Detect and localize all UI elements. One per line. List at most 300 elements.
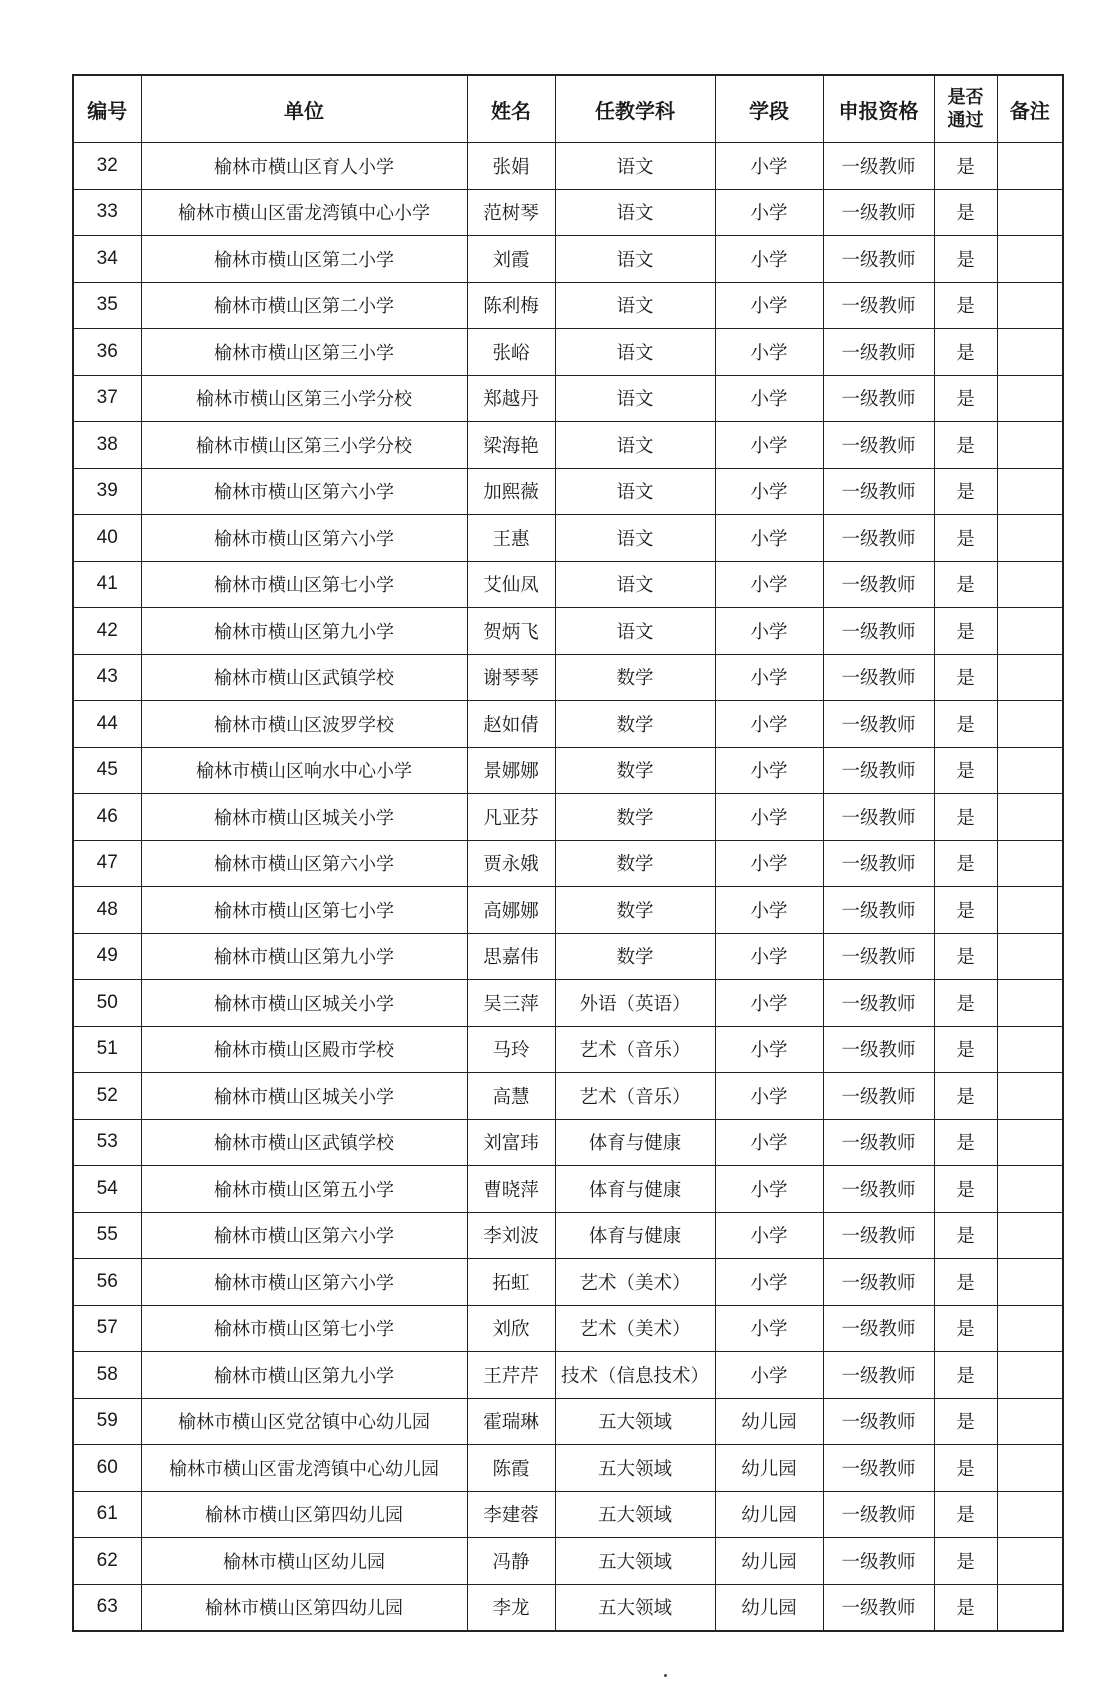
cell-stage: 小学 <box>715 1119 823 1166</box>
cell-pass: 是 <box>934 375 997 422</box>
cell-remark <box>997 1445 1063 1492</box>
cell-num: 54 <box>73 1166 141 1213</box>
col-header-pass <box>934 75 997 143</box>
cell-num: 55 <box>73 1212 141 1259</box>
cell-num: 38 <box>73 422 141 469</box>
cell-unit: 榆林市横山区第四幼儿园 <box>141 1491 467 1538</box>
cell-stage: 小学 <box>715 1166 823 1213</box>
cell-unit: 榆林市横山区第七小学 <box>141 887 467 934</box>
cell-remark <box>997 143 1063 190</box>
cell-subject: 五大领域 <box>555 1491 715 1538</box>
cell-unit: 榆林市横山区第九小学 <box>141 1352 467 1399</box>
cell-pass: 是 <box>934 189 997 236</box>
cell-remark <box>997 1305 1063 1352</box>
table-row <box>73 1212 1063 1259</box>
cell-name: 陈利梅 <box>467 282 555 329</box>
cell-remark <box>997 1026 1063 1073</box>
cell-remark <box>997 1538 1063 1585</box>
cell-num: 37 <box>73 375 141 422</box>
cell-remark <box>997 747 1063 794</box>
table-row <box>73 282 1063 329</box>
cell-name: 赵如倩 <box>467 701 555 748</box>
cell-stage: 幼儿园 <box>715 1398 823 1445</box>
cell-pass: 是 <box>934 468 997 515</box>
cell-num: 33 <box>73 189 141 236</box>
cell-qualification: 一级教师 <box>823 561 934 608</box>
cell-unit: 榆林市横山区第七小学 <box>141 1305 467 1352</box>
cell-subject: 艺术（音乐） <box>555 1073 715 1120</box>
cell-pass: 是 <box>934 1538 997 1585</box>
cell-num: 59 <box>73 1398 141 1445</box>
cell-name: 陈霞 <box>467 1445 555 1492</box>
cell-qualification: 一级教师 <box>823 236 934 283</box>
cell-subject: 语文 <box>555 329 715 376</box>
cell-unit: 榆林市横山区殿市学校 <box>141 1026 467 1073</box>
cell-num: 60 <box>73 1445 141 1492</box>
cell-stage: 小学 <box>715 282 823 329</box>
table-row <box>73 561 1063 608</box>
cell-num: 36 <box>73 329 141 376</box>
cell-stage: 小学 <box>715 654 823 701</box>
cell-unit: 榆林市横山区第七小学 <box>141 561 467 608</box>
table-row <box>73 1445 1063 1492</box>
cell-name: 高慧 <box>467 1073 555 1120</box>
cell-qualification: 一级教师 <box>823 422 934 469</box>
cell-qualification: 一级教师 <box>823 1259 934 1306</box>
table-row <box>73 1398 1063 1445</box>
cell-name: 郑越丹 <box>467 375 555 422</box>
cell-remark <box>997 1352 1063 1399</box>
cell-remark <box>997 515 1063 562</box>
cell-stage: 小学 <box>715 236 823 283</box>
cell-pass: 是 <box>934 1584 997 1631</box>
cell-num: 47 <box>73 840 141 887</box>
cell-name: 冯静 <box>467 1538 555 1585</box>
cell-remark <box>997 422 1063 469</box>
table-row <box>73 608 1063 655</box>
cell-stage: 小学 <box>715 468 823 515</box>
cell-pass: 是 <box>934 1166 997 1213</box>
table-row <box>73 422 1063 469</box>
cell-qualification: 一级教师 <box>823 1445 934 1492</box>
cell-stage: 小学 <box>715 143 823 190</box>
scan-speck <box>664 1674 667 1677</box>
cell-subject: 语文 <box>555 282 715 329</box>
cell-pass: 是 <box>934 1119 997 1166</box>
cell-subject: 语文 <box>555 515 715 562</box>
cell-unit: 榆林市横山区武镇学校 <box>141 1119 467 1166</box>
cell-stage: 小学 <box>715 189 823 236</box>
cell-name: 吴三萍 <box>467 980 555 1027</box>
table-row <box>73 329 1063 376</box>
cell-subject: 数学 <box>555 654 715 701</box>
cell-qualification: 一级教师 <box>823 189 934 236</box>
cell-pass: 是 <box>934 933 997 980</box>
cell-qualification: 一级教师 <box>823 1119 934 1166</box>
cell-qualification: 一级教师 <box>823 1398 934 1445</box>
cell-num: 46 <box>73 794 141 841</box>
cell-remark <box>997 794 1063 841</box>
cell-qualification: 一级教师 <box>823 1491 934 1538</box>
col-header-pass-line1: 是否 <box>947 87 984 108</box>
cell-name: 刘霞 <box>467 236 555 283</box>
cell-num: 52 <box>73 1073 141 1120</box>
cell-unit: 榆林市横山区第二小学 <box>141 236 467 283</box>
cell-pass: 是 <box>934 1305 997 1352</box>
cell-qualification: 一级教师 <box>823 1212 934 1259</box>
cell-num: 32 <box>73 143 141 190</box>
cell-name: 景娜娜 <box>467 747 555 794</box>
table-body <box>73 143 1063 1632</box>
cell-unit: 榆林市横山区城关小学 <box>141 1073 467 1120</box>
cell-pass: 是 <box>934 701 997 748</box>
cell-subject: 数学 <box>555 933 715 980</box>
col-header-qualification: 申报资格 <box>823 75 934 143</box>
cell-remark <box>997 840 1063 887</box>
cell-name: 王惠 <box>467 515 555 562</box>
cell-num: 34 <box>73 236 141 283</box>
cell-unit: 榆林市横山区第六小学 <box>141 1212 467 1259</box>
cell-name: 霍瑞琳 <box>467 1398 555 1445</box>
cell-qualification: 一级教师 <box>823 747 934 794</box>
cell-subject: 语文 <box>555 468 715 515</box>
cell-remark <box>997 1584 1063 1631</box>
cell-pass: 是 <box>934 515 997 562</box>
cell-stage: 小学 <box>715 1259 823 1306</box>
cell-remark <box>997 608 1063 655</box>
cell-stage: 小学 <box>715 1212 823 1259</box>
cell-remark <box>997 980 1063 1027</box>
cell-qualification: 一级教师 <box>823 1073 934 1120</box>
cell-remark <box>997 654 1063 701</box>
cell-pass: 是 <box>934 794 997 841</box>
table-row <box>73 1352 1063 1399</box>
col-header-remark: 备注 <box>997 75 1063 143</box>
col-header-pass-line2: 通过 <box>947 110 984 131</box>
cell-qualification: 一级教师 <box>823 1026 934 1073</box>
cell-name: 张娟 <box>467 143 555 190</box>
table-header-row <box>73 75 1063 143</box>
cell-subject: 体育与健康 <box>555 1119 715 1166</box>
cell-remark <box>997 933 1063 980</box>
cell-qualification: 一级教师 <box>823 1352 934 1399</box>
cell-num: 56 <box>73 1259 141 1306</box>
cell-name: 高娜娜 <box>467 887 555 934</box>
cell-stage: 小学 <box>715 1305 823 1352</box>
cell-stage: 小学 <box>715 747 823 794</box>
cell-subject: 语文 <box>555 608 715 655</box>
cell-stage: 小学 <box>715 980 823 1027</box>
cell-name: 加熙薇 <box>467 468 555 515</box>
cell-qualification: 一级教师 <box>823 1166 934 1213</box>
cell-unit: 榆林市横山区武镇学校 <box>141 654 467 701</box>
cell-num: 42 <box>73 608 141 655</box>
cell-pass: 是 <box>934 1445 997 1492</box>
cell-stage: 幼儿园 <box>715 1584 823 1631</box>
cell-stage: 幼儿园 <box>715 1445 823 1492</box>
cell-num: 49 <box>73 933 141 980</box>
cell-subject: 五大领域 <box>555 1538 715 1585</box>
cell-unit: 榆林市横山区第九小学 <box>141 608 467 655</box>
cell-unit: 榆林市横山区第三小学 <box>141 329 467 376</box>
table-row <box>73 887 1063 934</box>
cell-name: 李建蓉 <box>467 1491 555 1538</box>
cell-pass: 是 <box>934 1073 997 1120</box>
cell-name: 张峪 <box>467 329 555 376</box>
cell-num: 44 <box>73 701 141 748</box>
cell-name: 谢琴琴 <box>467 654 555 701</box>
cell-name: 刘欣 <box>467 1305 555 1352</box>
cell-stage: 小学 <box>715 515 823 562</box>
cell-qualification: 一级教师 <box>823 608 934 655</box>
cell-num: 45 <box>73 747 141 794</box>
cell-remark <box>997 701 1063 748</box>
cell-remark <box>997 1166 1063 1213</box>
cell-unit: 榆林市横山区第六小学 <box>141 468 467 515</box>
cell-qualification: 一级教师 <box>823 933 934 980</box>
cell-num: 63 <box>73 1584 141 1631</box>
cell-subject: 语文 <box>555 189 715 236</box>
table-row <box>73 1491 1063 1538</box>
cell-num: 51 <box>73 1026 141 1073</box>
cell-name: 李刘波 <box>467 1212 555 1259</box>
table-row <box>73 375 1063 422</box>
cell-remark <box>997 1073 1063 1120</box>
cell-unit: 榆林市横山区雷龙湾镇中心小学 <box>141 189 467 236</box>
table-row <box>73 933 1063 980</box>
cell-subject: 五大领域 <box>555 1584 715 1631</box>
cell-subject: 数学 <box>555 747 715 794</box>
cell-unit: 榆林市横山区雷龙湾镇中心幼儿园 <box>141 1445 467 1492</box>
cell-subject: 体育与健康 <box>555 1166 715 1213</box>
cell-subject: 艺术（美术） <box>555 1305 715 1352</box>
table-row <box>73 1584 1063 1631</box>
cell-pass: 是 <box>934 236 997 283</box>
cell-pass: 是 <box>934 282 997 329</box>
cell-pass: 是 <box>934 608 997 655</box>
cell-pass: 是 <box>934 887 997 934</box>
cell-qualification: 一级教师 <box>823 1584 934 1631</box>
col-header-subject: 任教学科 <box>555 75 715 143</box>
cell-subject: 数学 <box>555 887 715 934</box>
cell-num: 61 <box>73 1491 141 1538</box>
cell-name: 拓虹 <box>467 1259 555 1306</box>
teacher-roster-table <box>72 74 1064 1632</box>
cell-remark <box>997 1259 1063 1306</box>
cell-num: 48 <box>73 887 141 934</box>
cell-name: 曹晓萍 <box>467 1166 555 1213</box>
cell-pass: 是 <box>934 1212 997 1259</box>
cell-unit: 榆林市横山区第六小学 <box>141 840 467 887</box>
cell-num: 53 <box>73 1119 141 1166</box>
cell-subject: 语文 <box>555 143 715 190</box>
col-header-num: 编号 <box>73 75 141 143</box>
table-row <box>73 701 1063 748</box>
cell-qualification: 一级教师 <box>823 1538 934 1585</box>
cell-pass: 是 <box>934 329 997 376</box>
cell-remark <box>997 189 1063 236</box>
table-row <box>73 1073 1063 1120</box>
cell-unit: 榆林市横山区党岔镇中心幼儿园 <box>141 1398 467 1445</box>
table-row <box>73 1166 1063 1213</box>
cell-unit: 榆林市横山区城关小学 <box>141 980 467 1027</box>
cell-subject: 数学 <box>555 794 715 841</box>
table-row <box>73 1119 1063 1166</box>
cell-name: 艾仙凤 <box>467 561 555 608</box>
cell-name: 刘富玮 <box>467 1119 555 1166</box>
cell-pass: 是 <box>934 1259 997 1306</box>
cell-stage: 小学 <box>715 375 823 422</box>
cell-name: 范树琴 <box>467 189 555 236</box>
cell-qualification: 一级教师 <box>823 1305 934 1352</box>
cell-pass: 是 <box>934 561 997 608</box>
cell-subject: 数学 <box>555 701 715 748</box>
cell-remark <box>997 1119 1063 1166</box>
table-row <box>73 1305 1063 1352</box>
table-row <box>73 468 1063 515</box>
cell-qualification: 一级教师 <box>823 282 934 329</box>
cell-qualification: 一级教师 <box>823 840 934 887</box>
cell-unit: 榆林市横山区第五小学 <box>141 1166 467 1213</box>
cell-qualification: 一级教师 <box>823 468 934 515</box>
cell-unit: 榆林市横山区第六小学 <box>141 1259 467 1306</box>
table-row <box>73 189 1063 236</box>
cell-stage: 小学 <box>715 1352 823 1399</box>
cell-name: 梁海艳 <box>467 422 555 469</box>
cell-pass: 是 <box>934 422 997 469</box>
cell-unit: 榆林市横山区波罗学校 <box>141 701 467 748</box>
cell-remark <box>997 887 1063 934</box>
cell-num: 35 <box>73 282 141 329</box>
cell-qualification: 一级教师 <box>823 515 934 562</box>
cell-name: 思嘉伟 <box>467 933 555 980</box>
cell-pass: 是 <box>934 747 997 794</box>
cell-name: 贾永娥 <box>467 840 555 887</box>
cell-qualification: 一级教师 <box>823 887 934 934</box>
table-row <box>73 794 1063 841</box>
table-row <box>73 1026 1063 1073</box>
cell-stage: 小学 <box>715 1073 823 1120</box>
cell-pass: 是 <box>934 1491 997 1538</box>
cell-subject: 数学 <box>555 840 715 887</box>
cell-stage: 小学 <box>715 608 823 655</box>
cell-stage: 小学 <box>715 794 823 841</box>
cell-qualification: 一级教师 <box>823 375 934 422</box>
cell-remark <box>997 1491 1063 1538</box>
cell-num: 58 <box>73 1352 141 1399</box>
cell-num: 39 <box>73 468 141 515</box>
table-row <box>73 980 1063 1027</box>
cell-unit: 榆林市横山区响水中心小学 <box>141 747 467 794</box>
cell-unit: 榆林市横山区第二小学 <box>141 282 467 329</box>
cell-remark <box>997 1398 1063 1445</box>
cell-subject: 技术（信息技术） <box>555 1352 715 1399</box>
cell-stage: 幼儿园 <box>715 1538 823 1585</box>
col-header-name: 姓名 <box>467 75 555 143</box>
cell-remark <box>997 468 1063 515</box>
cell-remark <box>997 282 1063 329</box>
cell-subject: 体育与健康 <box>555 1212 715 1259</box>
cell-unit: 榆林市横山区第六小学 <box>141 515 467 562</box>
cell-unit: 榆林市横山区幼儿园 <box>141 1538 467 1585</box>
cell-stage: 小学 <box>715 422 823 469</box>
cell-subject: 五大领域 <box>555 1445 715 1492</box>
cell-name: 王芹芹 <box>467 1352 555 1399</box>
table-row <box>73 1259 1063 1306</box>
cell-num: 43 <box>73 654 141 701</box>
cell-subject: 语文 <box>555 422 715 469</box>
cell-name: 凡亚芬 <box>467 794 555 841</box>
cell-stage: 小学 <box>715 701 823 748</box>
table-row <box>73 840 1063 887</box>
cell-remark <box>997 561 1063 608</box>
cell-pass: 是 <box>934 980 997 1027</box>
cell-stage: 小学 <box>715 561 823 608</box>
cell-unit: 榆林市横山区第三小学分校 <box>141 422 467 469</box>
table-row <box>73 747 1063 794</box>
cell-name: 贺炳飞 <box>467 608 555 655</box>
cell-subject: 语文 <box>555 236 715 283</box>
cell-pass: 是 <box>934 1398 997 1445</box>
cell-pass: 是 <box>934 143 997 190</box>
cell-subject: 五大领域 <box>555 1398 715 1445</box>
cell-stage: 小学 <box>715 887 823 934</box>
cell-stage: 幼儿园 <box>715 1491 823 1538</box>
cell-subject: 外语（英语） <box>555 980 715 1027</box>
cell-num: 41 <box>73 561 141 608</box>
cell-qualification: 一级教师 <box>823 701 934 748</box>
table-row <box>73 143 1063 190</box>
cell-unit: 榆林市横山区第三小学分校 <box>141 375 467 422</box>
cell-qualification: 一级教师 <box>823 329 934 376</box>
cell-qualification: 一级教师 <box>823 143 934 190</box>
cell-pass: 是 <box>934 1026 997 1073</box>
cell-unit: 榆林市横山区城关小学 <box>141 794 467 841</box>
cell-unit: 榆林市横山区育人小学 <box>141 143 467 190</box>
cell-stage: 小学 <box>715 329 823 376</box>
cell-num: 50 <box>73 980 141 1027</box>
table-row <box>73 236 1063 283</box>
cell-stage: 小学 <box>715 933 823 980</box>
table-row <box>73 1538 1063 1585</box>
col-header-stage: 学段 <box>715 75 823 143</box>
cell-name: 李龙 <box>467 1584 555 1631</box>
roster-sheet <box>72 74 1062 1632</box>
cell-pass: 是 <box>934 654 997 701</box>
cell-num: 40 <box>73 515 141 562</box>
cell-subject: 艺术（音乐） <box>555 1026 715 1073</box>
col-header-unit: 单位 <box>141 75 467 143</box>
cell-subject: 语文 <box>555 375 715 422</box>
cell-remark <box>997 1212 1063 1259</box>
cell-remark <box>997 375 1063 422</box>
cell-remark <box>997 329 1063 376</box>
cell-remark <box>997 236 1063 283</box>
cell-num: 57 <box>73 1305 141 1352</box>
table-row <box>73 654 1063 701</box>
cell-qualification: 一级教师 <box>823 980 934 1027</box>
cell-pass: 是 <box>934 1352 997 1399</box>
cell-subject: 艺术（美术） <box>555 1259 715 1306</box>
cell-subject: 语文 <box>555 561 715 608</box>
cell-num: 62 <box>73 1538 141 1585</box>
cell-qualification: 一级教师 <box>823 794 934 841</box>
cell-unit: 榆林市横山区第九小学 <box>141 933 467 980</box>
cell-stage: 小学 <box>715 840 823 887</box>
cell-unit: 榆林市横山区第四幼儿园 <box>141 1584 467 1631</box>
cell-pass: 是 <box>934 840 997 887</box>
cell-name: 马玲 <box>467 1026 555 1073</box>
